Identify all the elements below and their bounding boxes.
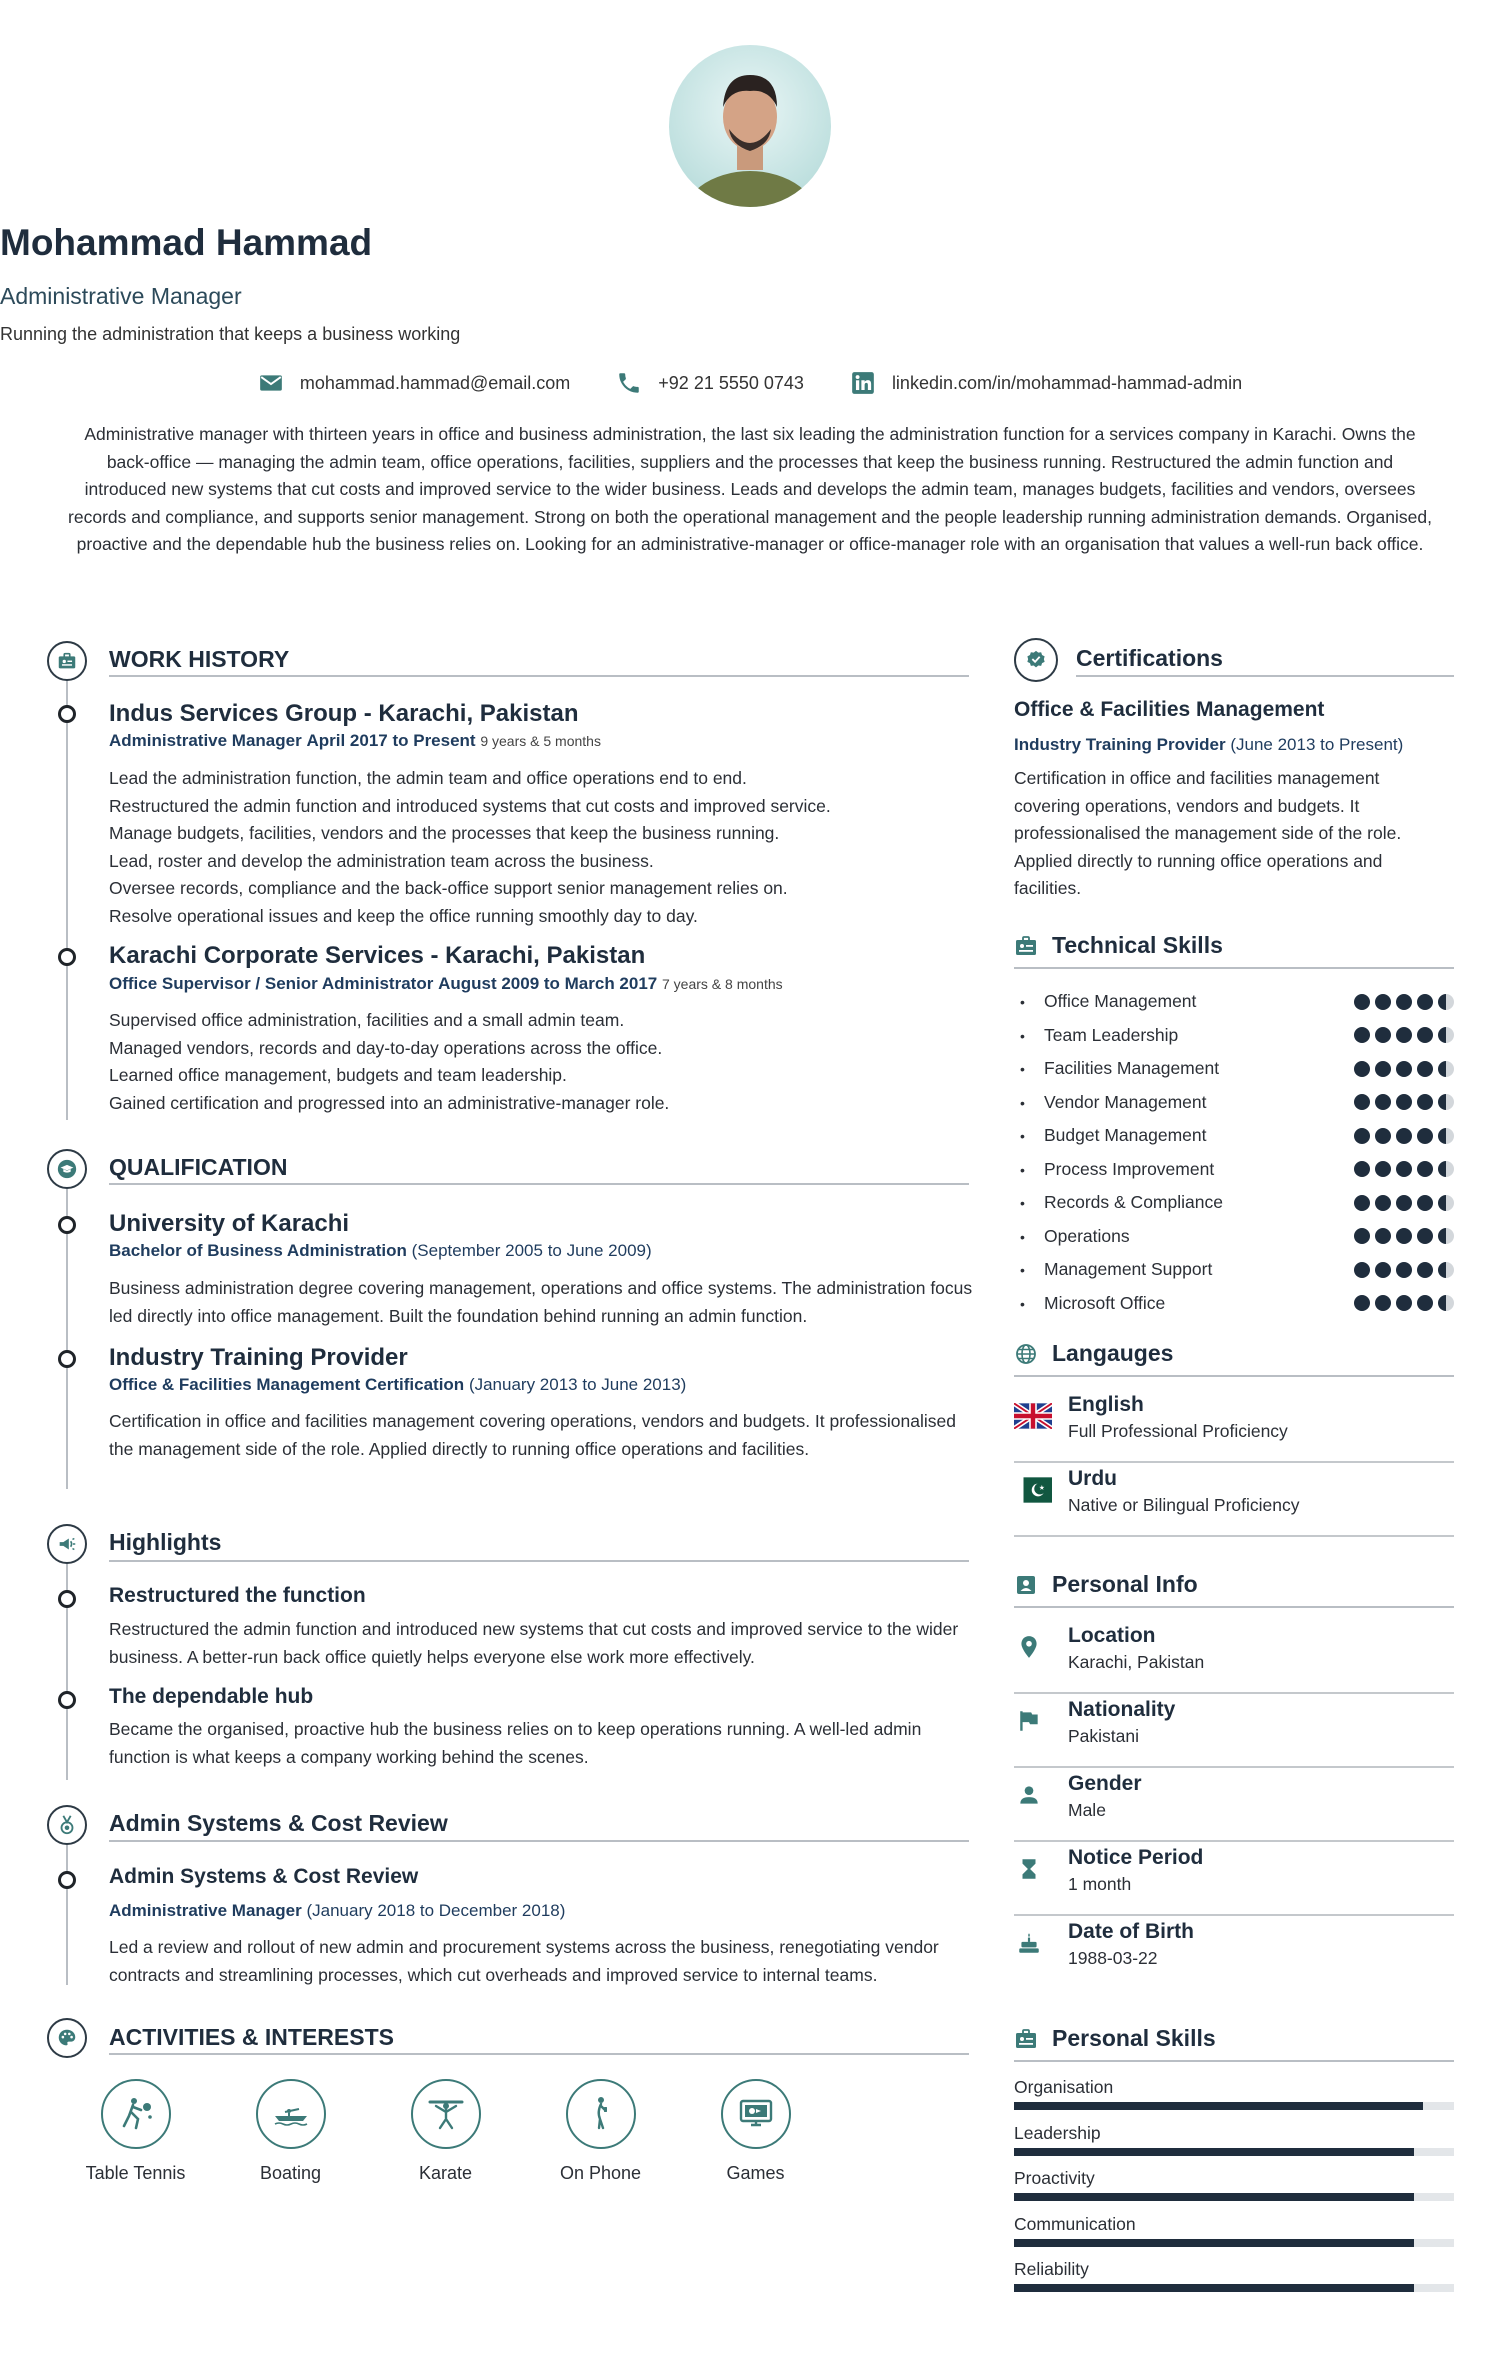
rating-dot <box>1354 1228 1370 1244</box>
info-value: 1 month <box>1068 1874 1132 1894</box>
flag-icon <box>1016 1708 1042 1734</box>
table-tennis-icon <box>114 2092 158 2136</box>
timeline-dot <box>58 948 76 966</box>
phone-icon <box>616 370 642 396</box>
qualification-title: University of Karachi <box>109 1210 350 1237</box>
skill-row <box>1016 1186 1454 1220</box>
skill-name: • Process Improvement <box>1016 1159 1214 1180</box>
rating-dot <box>1417 1094 1433 1110</box>
technical-skills-header <box>1014 932 1223 959</box>
email-text: mohammad.hammad@email.com <box>299 372 571 393</box>
qualification-description: Certification in office and facilities management covering operations, vendors and budgets. It professionalised the management side of the role. Applied directly to running office operations and facilities. <box>109 1411 956 1459</box>
rating-dot <box>1438 1027 1454 1043</box>
linkedin-icon <box>850 370 876 396</box>
linkedin-text: linkedin.com/in/mohammad-hammad-admin <box>891 372 1243 393</box>
skill-rating <box>1354 1027 1454 1043</box>
personal-skills-heading: Personal Skills <box>1052 2025 1216 2051</box>
highlights-divider <box>109 1560 969 1562</box>
id-card-icon <box>1014 934 1038 958</box>
skill-row <box>1016 1119 1454 1153</box>
qualification-heading: QUALIFICATION <box>109 1154 288 1180</box>
skill-row <box>1016 1153 1454 1187</box>
pakistan-flag-icon <box>1014 1477 1052 1503</box>
skill-name: • Vendor Management <box>1016 1092 1206 1113</box>
skill-name: • Facilities Management <box>1016 1058 1219 1079</box>
candidate-title: Administrative Manager <box>0 283 242 309</box>
rating-dot <box>1354 1094 1370 1110</box>
personal-skill-label: Communication <box>1014 2214 1136 2234</box>
personal-skill-bar <box>1014 2284 1454 2292</box>
personal-skills-header <box>1014 2025 1216 2052</box>
info-label: Gender <box>1068 1772 1142 1795</box>
job-line: Manage budgets, facilities, vendors and the processes that keep the business running. <box>109 823 780 843</box>
skill-rating <box>1354 1195 1454 1211</box>
job-role-line <box>109 974 783 994</box>
rating-dot <box>1438 1061 1454 1077</box>
activity-label: Boating <box>259 2163 322 2183</box>
karate-icon <box>424 2092 468 2136</box>
timeline-dot <box>58 705 76 723</box>
candidate-name: Mohammad Hammad <box>0 222 373 263</box>
rating-dot <box>1354 1262 1370 1278</box>
project-heading: Admin Systems & Cost Review <box>109 1810 448 1836</box>
rating-dot <box>1438 1195 1454 1211</box>
info-value: Karachi, Pakistan <box>1068 1652 1205 1672</box>
skill-name: • Operations <box>1016 1226 1130 1247</box>
job-dates: August 2009 to March 2017 <box>438 974 658 993</box>
rating-dot <box>1354 1027 1370 1043</box>
rating-dot <box>1396 1161 1412 1177</box>
activities-section-icon <box>47 2018 87 2058</box>
info-item <box>1014 1620 1454 1694</box>
languages-header <box>1014 1340 1173 1367</box>
id-card-icon <box>1014 2027 1038 2051</box>
technical-skills-heading: Technical Skills <box>1052 932 1223 958</box>
rating-dot <box>1354 994 1370 1010</box>
language-name: Urdu <box>1068 1467 1117 1490</box>
personal-skill-bar-fill <box>1014 2193 1414 2201</box>
job-company: Karachi Corporate Services - Karachi, Pakistan <box>109 942 646 969</box>
job-duration: 9 years & 5 months <box>480 733 601 749</box>
highlight-text: Restructured the admin function and introduced new systems that cut costs and improved service to the wider business. A better-run back office quietly helps everyone else work more effectively. <box>109 1619 959 1667</box>
job-line: Lead, roster and develop the administration team across the business. <box>109 850 654 871</box>
rating-dot <box>1417 1128 1433 1144</box>
medal-icon <box>56 1814 78 1836</box>
rating-dot <box>1375 1094 1391 1110</box>
activities-list <box>58 2079 858 2184</box>
briefcase-id-icon <box>56 650 78 672</box>
rating-dot <box>1396 994 1412 1010</box>
uk-flag-icon <box>1014 1403 1052 1429</box>
skill-rating <box>1354 1228 1454 1244</box>
project-dates: (January 2018 to December 2018) <box>306 1901 566 1920</box>
personal-skill <box>1014 2077 1454 2110</box>
rating-dot <box>1438 1295 1454 1311</box>
rating-dot <box>1375 1295 1391 1311</box>
rating-dot <box>1375 1061 1391 1077</box>
skill-row <box>1016 1253 1454 1287</box>
rating-dot <box>1396 1061 1412 1077</box>
contact-email[interactable] <box>258 370 570 396</box>
palette-icon <box>56 2027 78 2049</box>
info-item <box>1014 1842 1454 1916</box>
skill-row <box>1016 985 1454 1019</box>
work-divider <box>109 675 969 677</box>
skill-rating <box>1354 1128 1454 1144</box>
job-line: Resolve operational issues and keep the office running smoothly day to day. <box>109 905 698 926</box>
rating-dot <box>1354 1061 1370 1077</box>
rating-dot <box>1396 1195 1412 1211</box>
info-label: Nationality <box>1068 1698 1176 1721</box>
activity-item <box>368 2079 523 2184</box>
certification-description: Certification in office and facilities management covering operations, vendors and budgets. It professionalised the management side of the role. Applied directly to running office operations and facilities. <box>1014 768 1402 898</box>
tagline: Running the administration that keeps a business working <box>0 324 461 344</box>
job-dates: April 2017 to Present <box>306 731 476 750</box>
activity-icon-circle <box>101 2079 171 2149</box>
rating-dot <box>1375 1262 1391 1278</box>
job-role-line <box>109 731 601 751</box>
cake-icon <box>1016 1930 1042 1956</box>
rating-dot <box>1396 1228 1412 1244</box>
job-duration: 7 years & 8 months <box>662 976 783 992</box>
language-item <box>1014 1463 1454 1537</box>
activity-icon-circle <box>411 2079 481 2149</box>
info-value: 1988-03-22 <box>1068 1948 1158 1968</box>
email-icon <box>258 370 284 396</box>
personal-skill <box>1014 2168 1454 2201</box>
work-timeline <box>66 680 68 1120</box>
project-divider <box>109 1840 969 1842</box>
rating-dot <box>1417 1195 1433 1211</box>
job-description <box>109 765 979 930</box>
rating-dot <box>1417 1228 1433 1244</box>
qualification-degree-line <box>109 1241 652 1261</box>
qualification-degree: Office & Facilities Management Certification <box>109 1375 465 1394</box>
personal-skill-bar <box>1014 2193 1454 2201</box>
timeline-dot <box>58 1871 76 1889</box>
skill-rating <box>1354 1094 1454 1110</box>
graduation-cap-icon <box>56 1158 78 1180</box>
info-label: Notice Period <box>1068 1846 1204 1869</box>
hourglass-icon <box>1016 1856 1042 1882</box>
rating-dot <box>1438 1262 1454 1278</box>
rating-dot <box>1396 1128 1412 1144</box>
rating-dot <box>1375 1027 1391 1043</box>
globe-icon <box>1014 1342 1038 1366</box>
personal-info-divider <box>1014 1606 1454 1608</box>
skill-row <box>1016 1052 1454 1086</box>
project-role-line <box>109 1901 565 1921</box>
personal-skills-divider <box>1014 2060 1454 2062</box>
language-item <box>1014 1389 1454 1463</box>
language-level: Native or Bilingual Proficiency <box>1068 1495 1300 1515</box>
skill-row <box>1016 1086 1454 1120</box>
rating-dot <box>1375 1161 1391 1177</box>
timeline-dot <box>58 1590 76 1608</box>
rating-dot <box>1417 1262 1433 1278</box>
personal-skill-bar <box>1014 2239 1454 2247</box>
qualification-section-icon <box>47 1149 87 1189</box>
rating-dot <box>1396 1027 1412 1043</box>
qualification-dates: (September 2005 to June 2009) <box>411 1241 652 1260</box>
qualification-degree-line <box>109 1375 686 1395</box>
timeline-dot <box>58 1216 76 1234</box>
skill-row <box>1016 1287 1454 1321</box>
certifications-section-icon <box>1014 638 1058 682</box>
technical-skills-list <box>1016 985 1454 1320</box>
activity-label: On Phone <box>559 2163 642 2183</box>
phone-text: +92 21 5550 0743 <box>658 372 804 393</box>
job-role: Administrative Manager <box>109 731 302 750</box>
project-timeline <box>66 1845 68 1985</box>
personal-skill-bar-fill <box>1014 2284 1414 2292</box>
personal-skill-label: Organisation <box>1014 2077 1114 2097</box>
info-label: Location <box>1068 1624 1156 1647</box>
games-icon <box>734 2092 778 2136</box>
rating-dot <box>1417 1295 1433 1311</box>
rating-dot <box>1438 1161 1454 1177</box>
qualification-divider <box>109 1183 969 1185</box>
work-heading: WORK HISTORY <box>109 646 290 672</box>
activity-label: Games <box>726 2163 785 2183</box>
rating-dot <box>1354 1195 1370 1211</box>
activity-item <box>678 2079 833 2184</box>
rating-dot <box>1438 1128 1454 1144</box>
skill-rating <box>1354 1262 1454 1278</box>
qualification-title: Industry Training Provider <box>109 1344 408 1371</box>
job-company: Indus Services Group - Karachi, Pakistan <box>109 700 579 727</box>
highlight-title: The dependable hub <box>109 1685 314 1708</box>
project-role: Administrative Manager <box>109 1901 302 1920</box>
activity-icon-circle <box>566 2079 636 2149</box>
activity-label: Table Tennis <box>85 2163 186 2183</box>
job-line: Gained certification and progressed into an administrative-manager role. <box>109 1092 670 1113</box>
languages-divider <box>1014 1375 1454 1377</box>
skill-row <box>1016 1220 1454 1254</box>
job-line: Managed vendors, records and day-to-day operations across the office. <box>109 1037 663 1058</box>
language-name: English <box>1068 1393 1144 1416</box>
location-pin-icon <box>1016 1634 1042 1660</box>
activities-divider <box>109 2053 969 2055</box>
project-title: Admin Systems & Cost Review <box>109 1865 419 1888</box>
skill-name: • Microsoft Office <box>1016 1293 1165 1314</box>
contact-linkedin[interactable] <box>850 370 1242 396</box>
skill-name: • Budget Management <box>1016 1125 1206 1146</box>
personal-info-heading: Personal Info <box>1052 1571 1198 1597</box>
highlights-heading: Highlights <box>109 1529 222 1555</box>
info-label: Date of Birth <box>1068 1920 1194 1943</box>
rating-dot <box>1396 1295 1412 1311</box>
personal-skill-bar-fill <box>1014 2148 1414 2156</box>
rating-dot <box>1417 1161 1433 1177</box>
personal-skill-label: Reliability <box>1014 2259 1089 2279</box>
rating-dot <box>1375 994 1391 1010</box>
skill-name: • Team Leadership <box>1016 1025 1178 1046</box>
language-level: Full Professional Proficiency <box>1068 1421 1288 1441</box>
qualification-dates: (January 2013 to June 2013) <box>468 1375 687 1394</box>
contact-bar <box>0 370 1500 396</box>
profile-photo <box>669 45 831 207</box>
rating-dot <box>1396 1262 1412 1278</box>
technical-skills-divider <box>1014 967 1454 969</box>
info-value: Pakistani <box>1068 1726 1140 1746</box>
person-icon <box>1016 1782 1042 1808</box>
personal-skill <box>1014 2214 1454 2247</box>
personal-skill <box>1014 2259 1454 2292</box>
verified-badge-icon <box>1025 649 1047 671</box>
job-role: Office Supervisor / Senior Administrator <box>109 974 434 993</box>
highlights-section-icon <box>47 1524 87 1564</box>
activities-heading: ACTIVITIES & INTERESTS <box>109 2024 394 2050</box>
certifications-heading: Certifications <box>1076 645 1223 671</box>
professional-summary: Administrative manager with thirteen years in office and business administration, the last six leading the administration function for a services company in Karachi. Owns the back-office — managing the admin team, office operations, facilities, suppliers and the processes that keep the business running. Restructured the admin function and introduced new systems that cut costs and improved service to the wider business. Leads and develops the admin team, manages budgets, facilities and vendors, oversees records and compliance, and supports senior management. Strong on both the operational management and the people leadership running administration demands. Organised, proactive and the dependable hub the business relies on. Looking for an administrative-manager or office-manager role with an organisation that values a well-run back office. <box>68 424 1432 554</box>
project-description: Led a review and rollout of new admin and procurement systems across the business, renegotiating vendor contracts and streamlining processes, which cut overheads and improved service to internal teams. <box>109 1937 939 1985</box>
job-description <box>109 1007 979 1117</box>
job-line: Learned office management, budgets and team leadership. <box>109 1065 567 1085</box>
megaphone-icon <box>56 1533 78 1555</box>
skill-rating <box>1354 1295 1454 1311</box>
qualification-degree: Bachelor of Business Administration <box>109 1241 407 1260</box>
activity-icon-circle <box>256 2079 326 2149</box>
job-line: Oversee records, compliance and the back-office support senior management relies on. <box>109 878 788 898</box>
info-item <box>1014 1694 1454 1768</box>
rating-dot <box>1417 994 1433 1010</box>
boat-icon <box>269 2092 313 2136</box>
certifications-divider <box>1076 675 1454 677</box>
rating-dot <box>1438 1228 1454 1244</box>
personal-skill-bar-fill <box>1014 2102 1423 2110</box>
rating-dot <box>1375 1195 1391 1211</box>
skill-rating <box>1354 1061 1454 1077</box>
qualification-timeline <box>66 1189 68 1489</box>
languages-heading: Langauges <box>1052 1340 1174 1366</box>
activity-icon-circle <box>721 2079 791 2149</box>
certification-dates: (June 2013 to Present) <box>1230 735 1404 754</box>
job-line: Restructured the admin function and introduced systems that cut costs and improved service. <box>109 795 831 816</box>
project-section-icon <box>47 1805 87 1845</box>
personal-skill <box>1014 2123 1454 2156</box>
personal-skill-bar <box>1014 2102 1454 2110</box>
skill-name: • Management Support <box>1016 1259 1212 1280</box>
personal-skill-bar <box>1014 2148 1454 2156</box>
contact-phone[interactable] <box>616 370 804 396</box>
rating-dot <box>1417 1061 1433 1077</box>
rating-dot <box>1438 994 1454 1010</box>
activity-item <box>213 2079 368 2184</box>
qualification-description: Business administration degree covering management, operations and office systems. The administration focus led directly into office management. Built the foundation behind running an admin function. <box>109 1278 973 1326</box>
certification-provider-line <box>1014 735 1403 755</box>
rating-dot <box>1354 1295 1370 1311</box>
timeline-dot <box>58 1350 76 1368</box>
info-item <box>1014 1916 1454 1990</box>
highlight-text: Became the organised, proactive hub the business relies on to keep operations running. A well-led admin function is what keeps a company working behind the scenes. <box>109 1719 922 1767</box>
rating-dot <box>1417 1027 1433 1043</box>
activity-label: Karate <box>418 2163 473 2183</box>
personal-skill-bar-fill <box>1014 2239 1414 2247</box>
rating-dot <box>1396 1094 1412 1110</box>
job-line: Lead the administration function, the admin team and office operations end to end. <box>109 768 747 788</box>
activity-item <box>523 2079 678 2184</box>
work-section-icon <box>47 641 87 681</box>
certification-provider: Industry Training Provider <box>1014 735 1226 754</box>
skill-row <box>1016 1019 1454 1053</box>
info-value: Male <box>1068 1800 1106 1820</box>
skill-rating <box>1354 994 1454 1010</box>
rating-dot <box>1438 1094 1454 1110</box>
contact-card-icon <box>1014 1573 1038 1597</box>
highlight-title: Restructured the function <box>109 1584 366 1607</box>
job-line: Supervised office administration, facilities and a small admin team. <box>109 1010 625 1030</box>
personal-info-header <box>1014 1571 1198 1598</box>
rating-dot <box>1354 1161 1370 1177</box>
certification-title: Office & Facilities Management <box>1014 698 1325 721</box>
phone-icon <box>579 2092 623 2136</box>
personal-skill-label: Leadership <box>1014 2123 1101 2143</box>
timeline-dot <box>58 1691 76 1709</box>
rating-dot <box>1354 1128 1370 1144</box>
rating-dot <box>1375 1128 1391 1144</box>
skill-name: • Records & Compliance <box>1016 1192 1223 1213</box>
personal-skill-label: Proactivity <box>1014 2168 1095 2188</box>
skill-name: • Office Management <box>1016 991 1196 1012</box>
rating-dot <box>1375 1228 1391 1244</box>
skill-rating <box>1354 1161 1454 1177</box>
activity-item <box>58 2079 213 2184</box>
info-item <box>1014 1768 1454 1842</box>
